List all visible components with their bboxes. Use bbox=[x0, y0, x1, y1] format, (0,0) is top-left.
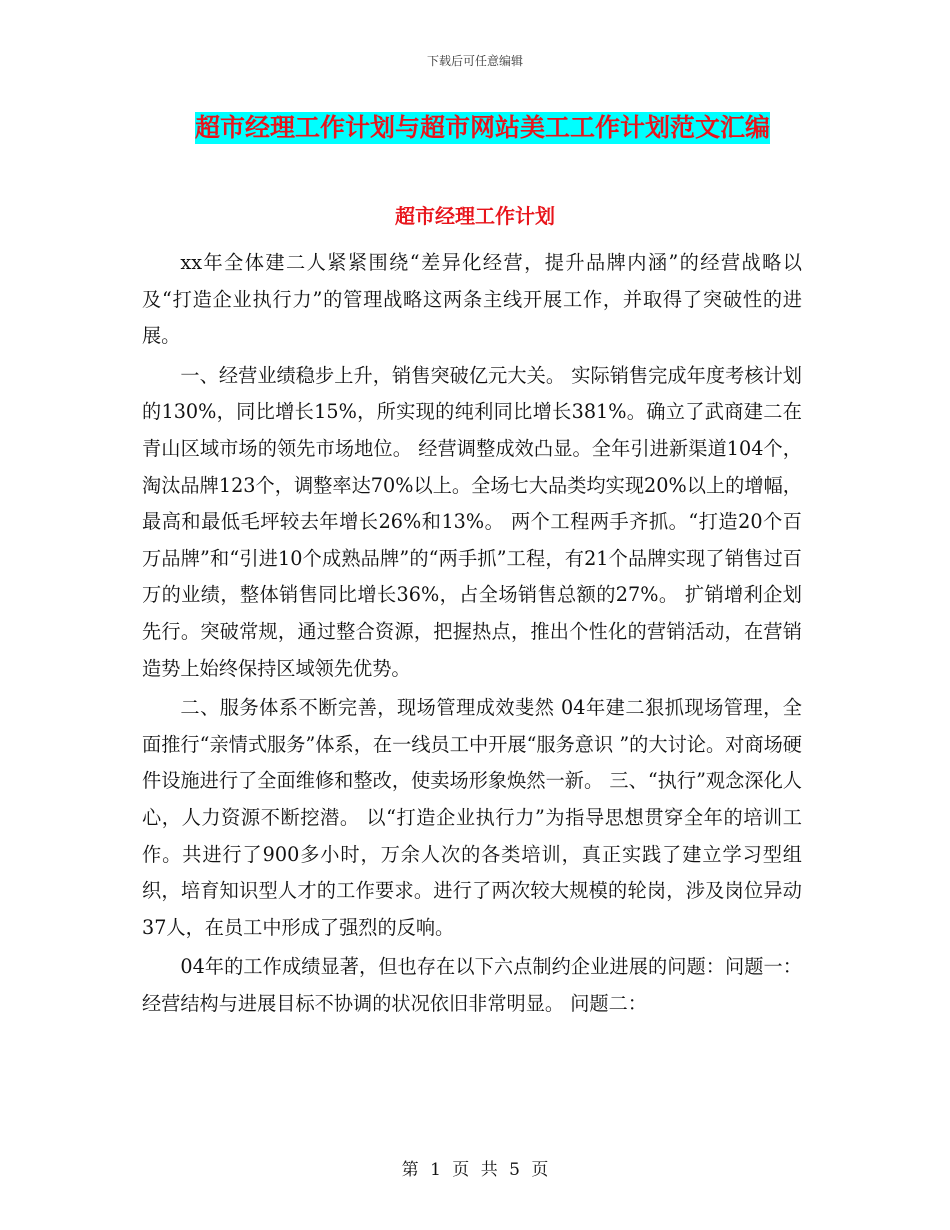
body-text bbox=[142, 245, 802, 1025]
paragraph-problems: 04年的工作成绩显著，但也存在以下六点制约企业进展的问题：问题一：经营结构与进展目标不协调的状况依旧非常明显。 问题二： bbox=[142, 955, 802, 1015]
page-footer: 第 1 页 共 5 页 bbox=[401, 1160, 549, 1180]
paragraph-intro: xx年全体建二人紧紧围绕“差异化经营，提升品牌内涵”的经营战略以及“打造企业执行力”的管理战略这两条主线开展工作，并取得了突破性的进展。 bbox=[142, 251, 802, 348]
header-note: 下载后可任意编辑 bbox=[426, 54, 523, 68]
paragraph-service-system: 二、服务体系不断完善，现场管理成效斐然 04年建二狠抓现场管理，全面推行“亲情式服务”体系，在一线员工中开展“服务意识 ”的大讨论。对商场硬件设施进行了全面维修和整改，使卖场形象焕然一新。 三、“执行”观念深化人心，人力资源不断挖潜。 以“打造企业执行力”为指导思想贯穿全年的培训工作。共进行了900多小时，万余人次的各类培训，真正实践了建立学习型组织，培育知识型人才的工作要求。进行了两次较大规模的轮岗，涉及岗位异动37人，在员工中形成了强烈的反响。 bbox=[142, 696, 802, 939]
section-title: 超市经理工作计划 bbox=[395, 204, 555, 228]
document-title: 超市经理工作计划与超市网站美工工作计划范文汇编 bbox=[195, 113, 771, 142]
paragraph-business-performance: 一、经营业绩稳步上升，销售突破亿元大关。 实际销售完成年度考核计划的130%，同比增长15%，所实现的纯利同比增长381%。确立了武商建二在青山区域市场的领先市场地位。 经营调整成效凸显。全年引进新渠道104个，淘汰品牌123个，调整率达70%以上。全场七大品类均实现20%以上的增幅，最高和最低毛坪较去年增长26%和13%。 两个工程两手齐抓。“打造20个百万品牌”和“引进10个成熟品牌”的“两手抓”工程，有21个品牌实现了销售过百万的业绩，整体销售同比增长36%，占全场销售总额的27%。 扩销增利企划先行。突破常规，通过整合资源，把握热点，推出个性化的营销活动，在营销造势上始终保持区域领先优势。 bbox=[142, 363, 802, 680]
